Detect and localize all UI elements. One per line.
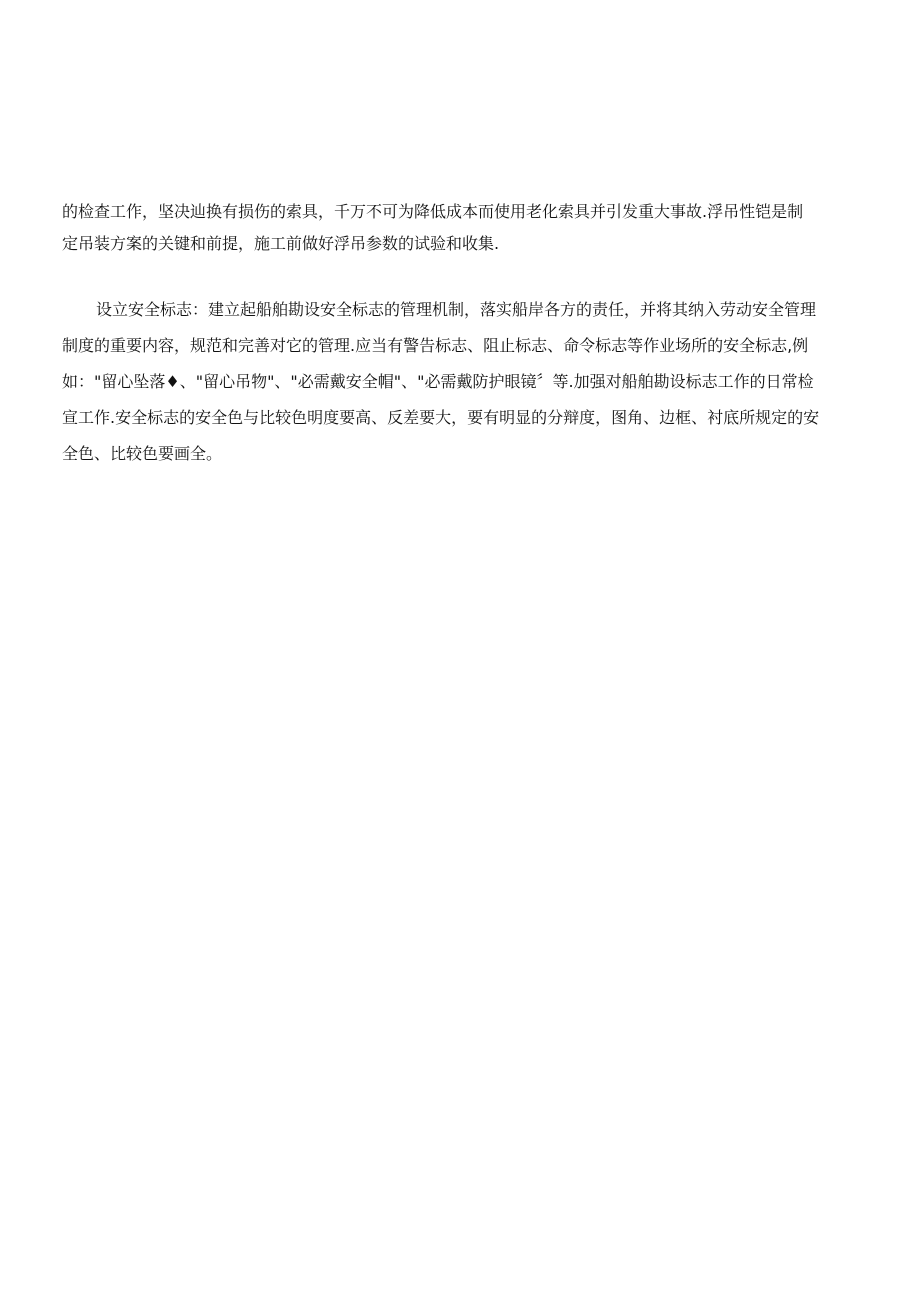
paragraph-line: 全色、比较色要画全。: [62, 444, 223, 463]
paragraph-line: 制度的重要内容，规范和完善对它的管理.应当有警告标志、阻止标志、命令标志等作业场所的安全标志,例: [62, 336, 809, 355]
paragraph-line: 的检查工作，坚决辿换有损伤的索具，千万不可为降低成本而使用老化索具并引发重大事故.浮吊性铠是制: [62, 202, 804, 221]
paragraph-line: 定吊装方案的关键和前提，施工前做好浮吊参数的试验和收集.: [62, 234, 500, 253]
paragraph-line: 宣工作.安全标志的安全色与比较色明度要高、反差要大，要有明显的分辩度，图角、边框、衬底所规定的安: [62, 408, 820, 427]
paragraph-line: 设立安全标志：建立起船舶勘设安全标志的管理机制，落实船岸各方的责任，并将其纳入劳动安全管理: [96, 300, 817, 319]
paragraph-line: 如："留心坠落♦、"留心吊物"、"必需戴安全帽"、"必需戴防护眼镜〞等.加强对船舶勘设标志工作的日常检: [62, 372, 814, 391]
